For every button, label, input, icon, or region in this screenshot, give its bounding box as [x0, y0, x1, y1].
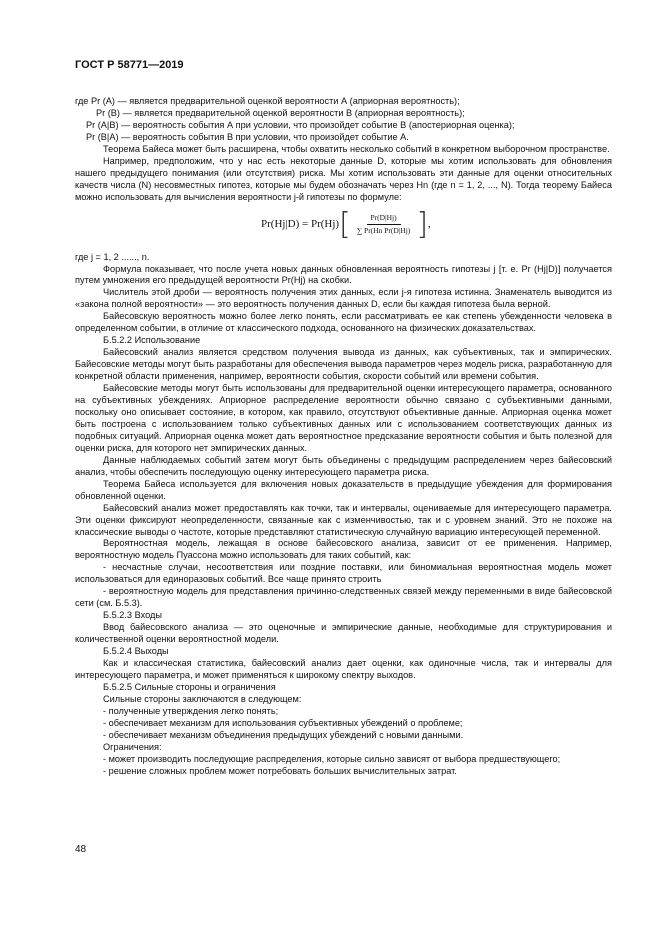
section-heading: Б.5.2.4 Выходы — [103, 646, 169, 657]
document-header: ГОСТ Р 58771—2019 — [75, 59, 184, 71]
list-item: - вероятностную модель для представления причинно-следственных связей между переменными в виде байесовской сети (см. Б.5.3). — [75, 586, 612, 609]
paragraph: Например, предположим, что у нас есть некоторые данные D, которые мы хотим использовать для обновления нашего предыдущего понимания (или отсутствия) риска. Мы хотим использовать эти данные для оценки относительных качеств числа (N) несовместных гипотез, которые мы будем обозначать через Hn (где n = 1, 2, ..., N). Тогда теорему Байеса можно использовать для вычисления вероятности j-й гипотезы по формуле: — [75, 155, 612, 202]
formula-denominator: ∑ Pr(Hn Pr(D|Hj) — [356, 226, 411, 236]
paragraph: Ограничения: — [103, 741, 162, 752]
page-content — [75, 96, 612, 778]
list-item: - обеспечивает механизм объединения предыдущих убеждений с новыми данными. — [103, 729, 464, 740]
definition-line: Pr (B) — является предварительной оценкой вероятности В (априорная вероятность); — [96, 107, 465, 118]
definition-line: Pr (B|A) — вероятность события В при условии, что произойдет событие А. — [86, 131, 409, 142]
paragraph: Сильные стороны заключаются в следующем: — [103, 693, 302, 704]
definition-line: где Pr (A) — является предварительной оценкой вероятности А (априорная вероятность); — [75, 96, 460, 106]
paragraph: Байесовские методы могут быть использованы для предварительной оценки интересующего параметра, основанного на субъективных убеждениях. Априорное распределение вероятности обычно связано с субъективными данными, поскольку оно описывает состояние, в котором, как правило, отсутствуют объективные данные. Априорная оценка может быть построена с использованием только субъективных данных или с использованием соответствующих данных из подобных ситуаций. Априорная оценка может дать вероятностное предсказание вероятности события и быть полезной для оценки риска, для которого нет эмпирических данных. — [75, 383, 612, 453]
bayes-formula — [75, 206, 612, 248]
formula-numerator: Pr(D|Hj) — [367, 213, 401, 225]
list-item: - обеспечивает механизм для использования субъективных убеждений о проблеме; — [103, 717, 463, 728]
section-heading: Б.5.2.3 Входы — [103, 610, 162, 621]
definition-line: Pr (A|B) — вероятность события А при условии, что произойдет событие В (апостериорная оценка); — [86, 119, 515, 130]
list-item: - может производить последующие распределения, которые сильно зависят от выбора предшествующего; — [103, 753, 561, 764]
paragraph: Ввод байесовского анализа — это оценочные и эмпирические данные, необходимые для структурирования и количественной оценки вероятностной модели. — [75, 622, 612, 645]
left-bracket-icon: [ — [339, 206, 351, 242]
paragraph: Как и классическая статистика, байесовский анализ дает оценки, как одиночные числа, так и интервалы для интересующего параметра, и может применяться к широкому спектру выходов. — [75, 657, 612, 680]
paragraph: Байесовский анализ является средством получения вывода из данных, как субъективных, так и эмпирических. Байесовские методы могут быть разработаны для обеспечения вывода параметров через модель риска, разработанную для конкретной области применения, например, вероятности события, скорости событий или времени события. — [75, 347, 612, 382]
formula-comma-icon: , — [428, 218, 431, 231]
paragraph: Данные наблюдаемых событий затем могут быть объединены с предыдущим распределением через байесовский анализ, чтобы обеспечить последующую оценку интересующего параметра риска. — [75, 454, 612, 477]
paragraph: Вероятностная модель, лежащая в основе байесовского анализа, зависит от ее применения. Например, вероятностную модель Пуассона можно использовать для таких событий, как: — [75, 538, 612, 561]
formula-lhs: Pr(Hj|D) = Pr(Hj) — [261, 218, 340, 231]
where-clause: где j = 1, 2 ......, n. — [75, 251, 150, 262]
list-item: - несчастные случаи, несоответствия или поздние поставки, или биномиальная вероятностная модель может использоваться для единоразовых событий. Все чаще принято строить — [75, 562, 612, 585]
paragraph: Байесовскую вероятность можно более легко понять, если рассматривать ее как степень убежденности человека в определенном событии, в отличие от классического подхода, основанного на физических доказательствах. — [75, 311, 612, 334]
section-heading: Б.5.2.2 Использование — [103, 335, 201, 346]
list-item: - решение сложных проблем может потребовать больших вычислительных затрат. — [103, 765, 457, 776]
paragraph: Теорема Байеса может быть расширена, чтобы охватить несколько событий в конкретном выборочном пространстве. — [103, 143, 610, 154]
paragraph: Байесовский анализ может предоставлять как точки, так и интервалы, оцениваемые для интересующего параметра. Эти оценки фиксируют неопределенности, связанные как с изменчивостью, так и с уровнем знаний. Это не похоже на классические выводы о частоте, которые представляют статистическую случайную вариацию интересующей переменной. — [75, 502, 612, 537]
paragraph: Теорема Байеса используется для включения новых доказательств в предыдущие убеждения для формирования обновленной оценки. — [75, 478, 612, 501]
paragraph: Числитель этой дроби — вероятность получения этих данных, если j-я гипотеза истинна. Знаменатель выводится из «закона полной вероятности» — это вероятность получения данных D, если бы каждая гипотеза была верной. — [75, 287, 612, 310]
formula-fraction — [353, 213, 415, 236]
paragraph: Формула показывает, что после учета новых данных обновленная вероятность гипотезы j [т. е. Pr (Hj|D)] получается путем умножения его предыдущей вероятности Pr(Hj) на скобки. — [75, 263, 612, 286]
section-heading: Б.5.2.5 Сильные стороны и ограничения — [103, 681, 276, 692]
list-item: - полученные утверждения легко понять; — [103, 705, 279, 716]
page-number: 48 — [75, 844, 87, 855]
right-bracket-icon: ] — [416, 206, 429, 242]
